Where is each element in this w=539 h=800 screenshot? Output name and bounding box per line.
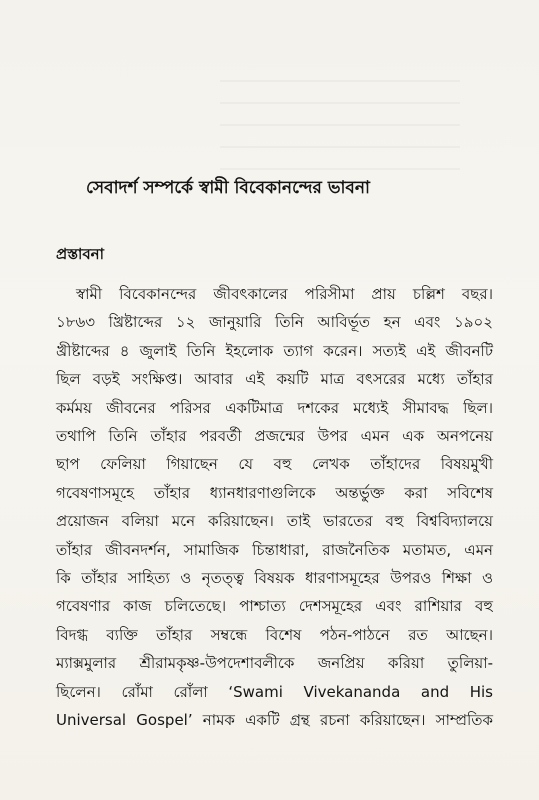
- paragraph-line: ১৮৬৩ খ্রিষ্টাব্দের ১২ জানুয়ারি তিনি আবির্ভূত হন এবং ১৯০২: [56, 313, 493, 332]
- paragraph-line: ছাপ ফেলিয়া গিয়াছেন যে বহু লেখক তাঁহাদের বিষয়মুখী: [56, 455, 493, 474]
- paragraph-line: তাঁহার জীবনদর্শন, সামাজিক চিন্তাধারা, রাজনৈতিক মতামত, এমন: [56, 540, 493, 559]
- paragraph-line: Universal Gospel’ নামক একটি গ্রন্থ রচনা করিয়াছেন। সাম্প্রতিক: [56, 711, 493, 730]
- paragraph-line: ম্যাক্সমুলার শ্রীরামকৃষ্ণ-উপদেশাবলীকে জনপ্রিয় করিয়া তুলিয়া-: [56, 654, 493, 673]
- paragraph-line: গবেষণাসমূহে তাঁহার ধ্যানধারণাগুলিকে অন্তর্ভুক্ত করা সবিশেষ: [56, 483, 493, 502]
- show-through-texture: [220, 60, 460, 170]
- paragraph-line: বিদগ্ধ ব্যক্তি তাঁহার সম্বন্ধে বিশেষ পঠন-পাঠনে রত আছেন।: [56, 625, 493, 644]
- paragraph-line: কি তাঁহার সাহিত্য ও নৃতত্ত্ব বিষয়ক ধারণাসমূহের উপরও শিক্ষা ও: [56, 569, 493, 588]
- paragraph-line: ছিলেন। রোঁমা রোঁলা ‘Swami Vivekananda and His: [56, 682, 493, 701]
- section-heading: প্রস্তাবনা: [56, 245, 104, 263]
- paragraph-line: প্রয়োজন বলিয়া মনে করিয়াছেন। তাই ভারতের বহু বিশ্ববিদ্যালয়ে: [56, 512, 493, 531]
- paragraph-line: কর্মময় জীবনের পরিসর একটিমাত্র দশকের মধ্যেই সীমাবদ্ধ ছিল।: [56, 398, 493, 417]
- paragraph-line: খ্রীষ্টাব্দের ৪ জুলাই তিনি ইহলোক ত্যাগ করেন। সত্যই এই জীবনটি: [56, 341, 493, 360]
- body-paragraph: [56, 280, 493, 735]
- paragraph-line: স্বামী বিবেকানন্দের জীবৎকালের পরিসীমা প্রায় চল্লিশ বছর।: [76, 285, 493, 303]
- page-title: সেবাদর্শ সম্পর্কে স্বামী বিবেকানন্দের ভাবনা: [86, 178, 370, 198]
- paragraph-line: তথাপি তিনি তাঁহার পরবর্তী প্রজন্মের উপর এমন এক অনপনেয়: [56, 427, 493, 446]
- paragraph-line: গবেষণার কাজ চলিতেছে। পাশ্চাত্য দেশসমূহের এবং রাশিয়ার বহু: [56, 597, 493, 616]
- paragraph-line: ছিল বড়ই সংক্ষিপ্ত। আবার এই কয়টি মাত্র বৎসরের মধ্যে তাঁহার: [56, 370, 493, 389]
